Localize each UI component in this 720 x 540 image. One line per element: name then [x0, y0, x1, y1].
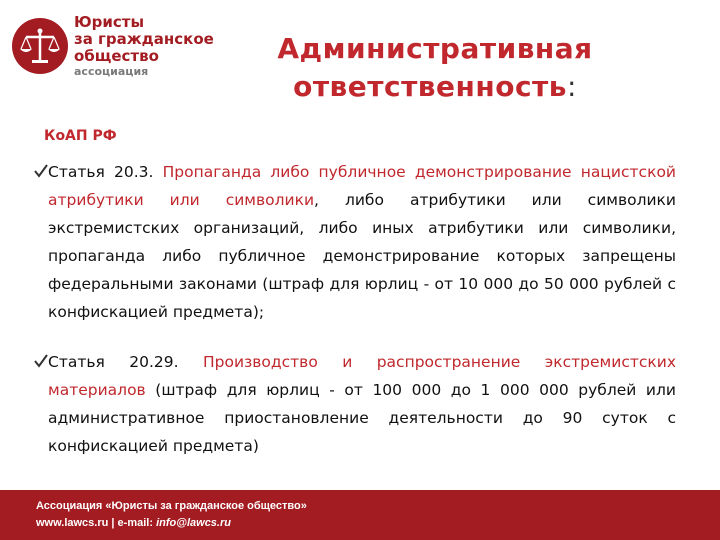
logo-text [74, 14, 214, 79]
article-rest: , либо атрибутики или символики экстремистских организаций, либо иных атрибутики или символики, пропаганда либо публичное демонстрирование которых запрещены федеральными законами (штраф для юрлиц - от 10 000 до 50 000 рублей с конфискацией предмета); [48, 191, 676, 321]
checkmark-bullet-icon [34, 354, 48, 368]
title-line-2-text: ответственность [293, 70, 567, 103]
article-20-3 [48, 158, 676, 326]
article-highlight: Производство и распространение экстремистских материалов [48, 353, 677, 399]
title-colon: : [566, 70, 577, 103]
logo-line-4: ассоциация [74, 65, 149, 78]
footer-email-label: e-mail: [117, 517, 154, 529]
article-20-29 [48, 348, 676, 460]
logo [12, 14, 222, 84]
scales-of-justice-icon [12, 18, 68, 74]
footer-site-link[interactable]: www.lawcs.ru [36, 517, 109, 529]
footer-email-link[interactable]: info@lawcs.ru [156, 517, 231, 529]
article-lead: Статья 20.29. [48, 353, 203, 371]
title-line-2 [215, 68, 655, 106]
checkmark-bullet-icon [34, 164, 48, 178]
article-rest: (штраф для юрлиц - от 100 000 до 1 000 000 рублей или административное приостановление деятельности до 90 суток с конфискацией предмета) [48, 381, 676, 455]
section-label: КоАП РФ [44, 128, 117, 144]
footer-separator: | [111, 517, 115, 529]
footer-contacts [36, 515, 231, 531]
logo-line-2: за гражданское [74, 30, 214, 48]
page-title [215, 30, 655, 106]
footer-org: Ассоциация «Юристы за гражданское общество» [36, 500, 307, 512]
logo-line-1: Юристы [74, 13, 145, 31]
article-highlight: Пропаганда либо публичное демонстрирование нацистской атрибутики или символики [48, 163, 676, 209]
title-line-1: Административная [277, 32, 593, 65]
article-lead: Статья 20.3. [48, 163, 163, 181]
logo-line-3: общество [74, 47, 159, 65]
footer [0, 490, 720, 540]
